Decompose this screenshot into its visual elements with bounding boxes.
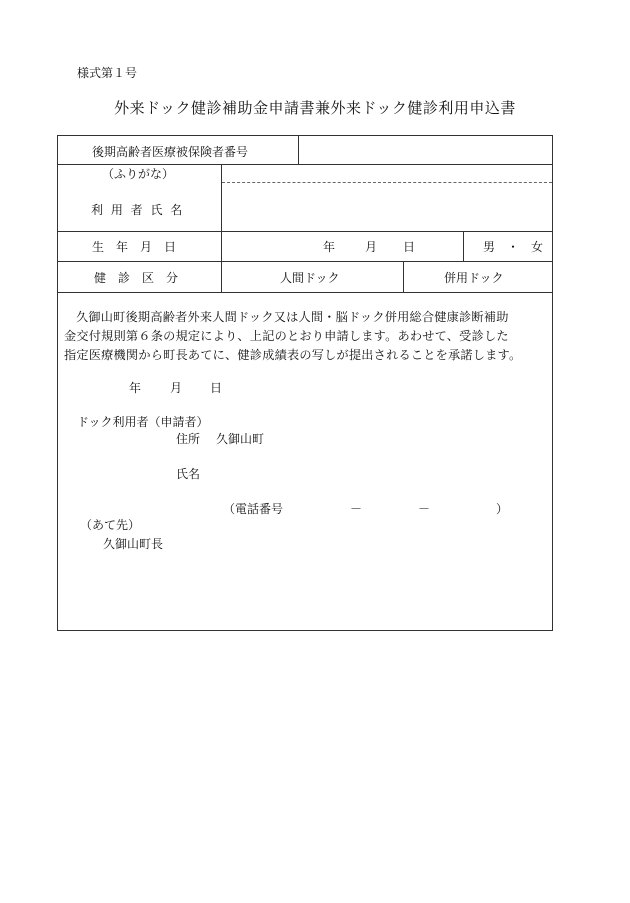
address-value[interactable]: 久御山町 bbox=[216, 432, 265, 446]
addressee-value: 久御山町長 bbox=[103, 537, 164, 551]
row-divider bbox=[58, 261, 552, 262]
phone-separator: － bbox=[350, 502, 363, 516]
document-title: 外来ドック健診補助金申請書兼外来ドック健診利用申込書 bbox=[114, 99, 516, 117]
phone-close: ） bbox=[496, 502, 509, 516]
date-year: 年 bbox=[129, 381, 142, 395]
dob-day: 日 bbox=[403, 240, 416, 254]
date-day: 日 bbox=[210, 381, 223, 395]
col-divider bbox=[298, 136, 299, 164]
furigana-label: （ふりがな） bbox=[102, 167, 175, 181]
address-label: 住所 bbox=[176, 432, 201, 446]
phone-separator: － bbox=[418, 502, 431, 516]
applicant-label: ドック利用者（申請者） bbox=[77, 415, 209, 429]
applicant-name-label: 氏名 bbox=[176, 467, 201, 481]
addressee-label: （あて先） bbox=[80, 518, 141, 532]
option-human-dock[interactable]: 人間ドック bbox=[280, 271, 340, 285]
dob-label: 生 年 月 日 bbox=[92, 240, 177, 254]
user-name-label: 利 用 者 氏 名 bbox=[91, 203, 185, 217]
option-combined-dock[interactable]: 併用ドック bbox=[444, 271, 504, 285]
form-number: 様式第１号 bbox=[77, 66, 138, 80]
col-divider bbox=[403, 261, 404, 292]
col-divider bbox=[463, 231, 464, 261]
furigana-divider bbox=[222, 182, 552, 183]
row-divider bbox=[58, 231, 552, 232]
gender-options[interactable]: 男 ・ 女 bbox=[483, 240, 544, 254]
user-name-field[interactable] bbox=[224, 186, 550, 228]
date-month: 月 bbox=[170, 381, 183, 395]
checkup-type-label: 健 診 区 分 bbox=[94, 271, 179, 285]
col-divider bbox=[221, 164, 222, 292]
furigana-field[interactable] bbox=[224, 166, 550, 180]
declaration-line: 久御山町後期高齢者外来人間ドック又は人間・脳ドック併用総合健康診断補助 bbox=[76, 310, 509, 324]
insured-number-label: 後期高齢者医療被保険者番号 bbox=[92, 145, 249, 159]
declaration-line: 指定医療機関から町長あてに、健診成績表の写しが提出されることを承諾します。 bbox=[64, 348, 522, 362]
declaration-text bbox=[64, 308, 550, 365]
phone-label: （電話番号 bbox=[223, 502, 284, 516]
dob-year: 年 bbox=[323, 240, 336, 254]
dob-month: 月 bbox=[365, 240, 378, 254]
declaration-line: 金交付規則第６条の規定により、上記のとおり申請します。あわせて、受診した bbox=[64, 329, 509, 343]
row-divider bbox=[58, 292, 552, 293]
